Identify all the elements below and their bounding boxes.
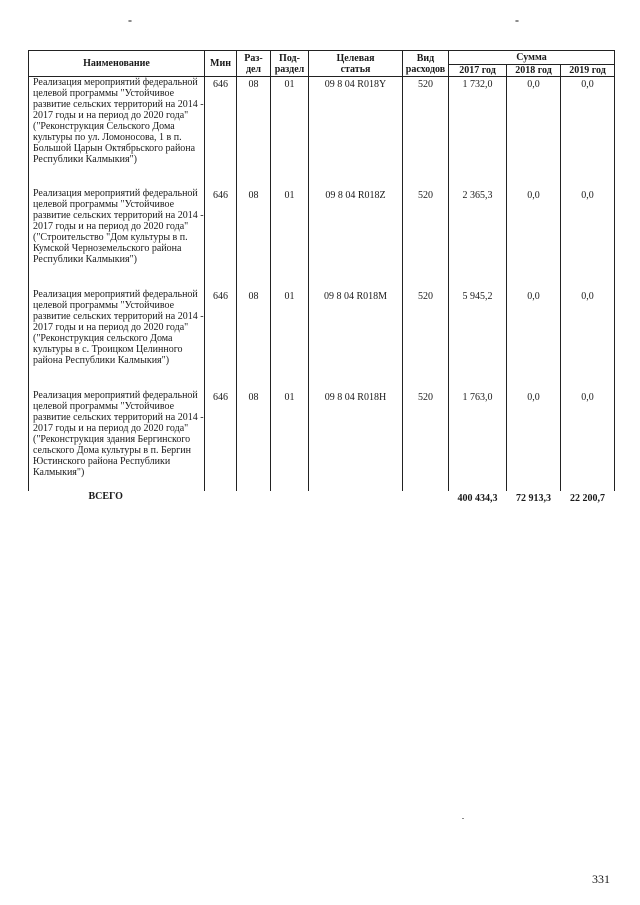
- row-2017: 1 763,0: [449, 390, 507, 491]
- row-podrazdel: 01: [271, 390, 309, 491]
- header-podrazdel: Под- раздел: [271, 51, 309, 77]
- header-vid: Вид расходов: [403, 51, 449, 77]
- total-label: ВСЕГО: [88, 491, 123, 502]
- row-2018: 0,0: [507, 390, 561, 491]
- row-razdel: 08: [237, 390, 271, 491]
- row-2019: 0,0: [561, 188, 615, 289]
- table-row: [29, 390, 615, 491]
- row-min: 646: [205, 188, 237, 289]
- table-row: [29, 188, 615, 289]
- row-podrazdel: 01: [271, 77, 309, 189]
- total-2019: 22 200,7: [570, 493, 605, 504]
- table-row: [29, 289, 615, 390]
- header-name: Наименование: [29, 51, 205, 77]
- row-vid: 520: [403, 289, 449, 390]
- row-podrazdel: 01: [271, 188, 309, 289]
- row-name: Реализация мероприятий федеральной целевой программы "Устойчивое развитие сельских территорий на 2014 - 2017 годы и на период до 2020 года" ("Строительство "Дом культуры в п. Кумской Черноземельского района Республики Калмыкия"): [29, 188, 205, 289]
- row-2018: 0,0: [507, 289, 561, 390]
- row-min: 646: [205, 77, 237, 189]
- row-name: Реализация мероприятий федеральной целевой программы "Устойчивое развитие сельских территорий на 2014 - 2017 годы и на период до 2020 года" ("Реконструкция здания Бергинского сельского Дома культуры в п. Бергин Юстинского района Республики Калмыкия"): [29, 390, 205, 491]
- budget-table: [28, 50, 615, 507]
- header-razdel: Раз- дел: [237, 51, 271, 77]
- total-2017: 400 434,3: [457, 493, 498, 504]
- row-podrazdel: 01: [271, 289, 309, 390]
- row-2017: 2 365,3: [449, 188, 507, 289]
- header-mark-right: -: [515, 13, 519, 27]
- header-min: Мин: [205, 51, 237, 77]
- total-2018: 72 913,3: [516, 493, 551, 504]
- row-min: 646: [205, 289, 237, 390]
- table-row: [29, 77, 615, 189]
- row-2019: 0,0: [561, 390, 615, 491]
- header-2019: 2019 год: [561, 65, 615, 77]
- row-target: 09 8 04 R018Z: [309, 188, 403, 289]
- row-target: 09 8 04 R018Y: [309, 77, 403, 189]
- row-target: 09 8 04 R018H: [309, 390, 403, 491]
- header-target: Целевая статья: [309, 51, 403, 77]
- row-2017: 1 732,0: [449, 77, 507, 189]
- row-razdel: 08: [237, 289, 271, 390]
- row-name: Реализация мероприятий федеральной целевой программы "Устойчивое развитие сельских территорий на 2014 - 2017 годы и на период до 2020 года" ("Реконструкция сельского Дома культуры в с. Троицком Целинного района Республики Калмыкия"): [29, 289, 205, 390]
- row-2018: 0,0: [507, 188, 561, 289]
- header-2018: 2018 год: [507, 65, 561, 77]
- row-2019: 0,0: [561, 289, 615, 390]
- row-vid: 520: [403, 77, 449, 189]
- row-razdel: 08: [237, 188, 271, 289]
- row-razdel: 08: [237, 77, 271, 189]
- row-vid: 520: [403, 188, 449, 289]
- row-2017: 5 945,2: [449, 289, 507, 390]
- header-mark-left: -: [128, 13, 132, 27]
- row-target: 09 8 04 R018M: [309, 289, 403, 390]
- row-min: 646: [205, 390, 237, 491]
- header-2017: 2017 год: [449, 65, 507, 77]
- row-name: Реализация мероприятий федеральной целевой программы "Устойчивое развитие сельских территорий на 2014 - 2017 годы и на период до 2020 года" ("Реконструкция Сельского Дома культуры по ул. Ломоносова, 1 в п. Большой Царын Октябрьского района Республики Калмыкия"): [29, 77, 205, 189]
- row-2019: 0,0: [561, 77, 615, 189]
- row-2018: 0,0: [507, 77, 561, 189]
- page-number: 331: [592, 872, 610, 886]
- total-row: [29, 491, 615, 507]
- scan-speck: [462, 818, 464, 819]
- header-sum: Сумма: [449, 51, 615, 65]
- row-vid: 520: [403, 390, 449, 491]
